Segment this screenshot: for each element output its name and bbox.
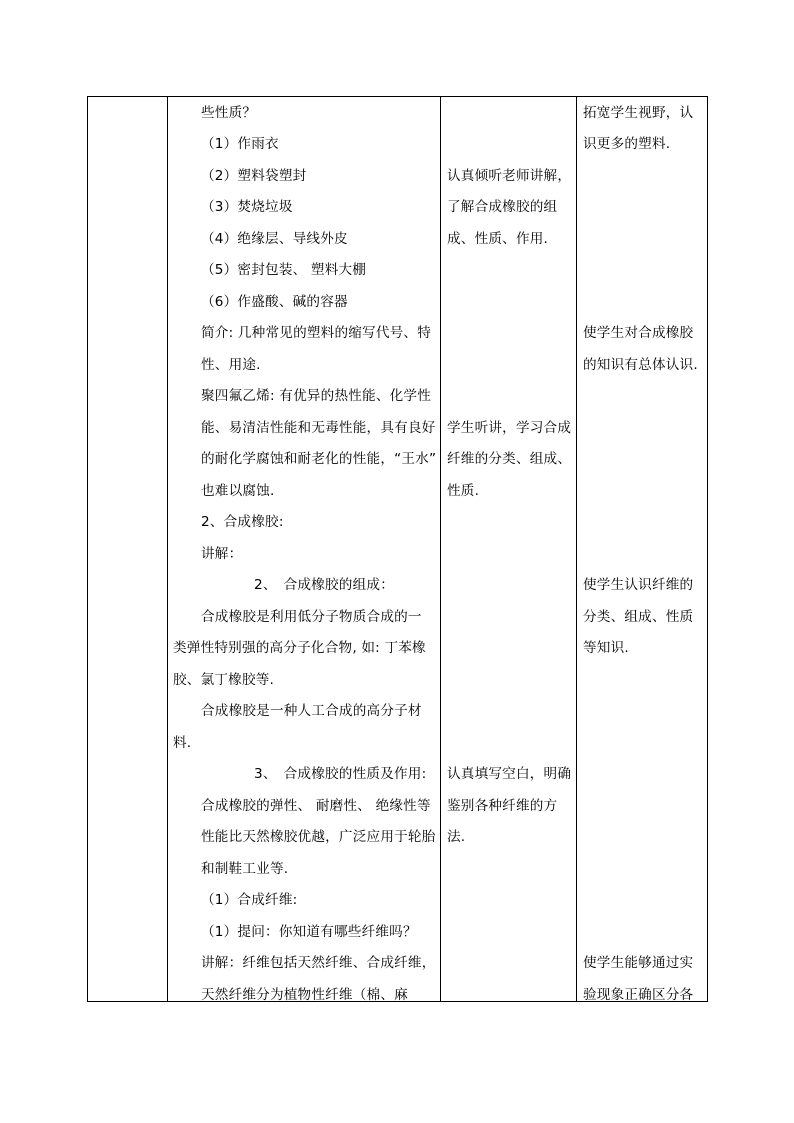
teaching-content-cell [168, 97, 441, 1002]
student-line-4: 学生听讲，学习合成 [447, 420, 572, 436]
lesson-line-5: （4）绝缘层、导线外皮 [201, 231, 348, 247]
lesson-line-28: 讲解：纤维包括天然纤维、合成纤维， [201, 955, 436, 971]
lesson-line-1: 些性质？ [201, 105, 257, 121]
lesson-line-25: 和制鞋工业等. [201, 861, 289, 877]
lesson-line-8: 简介: 几种常见的塑料的缩写代号、特 [201, 325, 431, 341]
intent-line-2: 识更多的塑料. [583, 136, 671, 152]
student-line-8: 鉴别各种纤维的方 [447, 798, 558, 814]
student-line-1: 认真倾听老师讲解， [447, 168, 572, 184]
stage-cell [88, 97, 168, 1002]
intent-line-6: 分类、组成、性质 [583, 609, 694, 625]
lesson-line-16: 2、 合成橡胶的组成： [254, 577, 394, 593]
lesson-line-19: 胶、氯丁橡胶等. [173, 672, 275, 688]
lesson-line-22: 3、 合成橡胶的性质及作用: [254, 766, 427, 782]
intent-line-9: 验现象正确区分各 [583, 987, 694, 1003]
intent-line-7: 等知识. [583, 640, 629, 656]
lesson-line-6: （5）密封包装、 塑料大棚 [201, 262, 367, 278]
lesson-line-18: 类弹性特别强的高分子化合物, 如: 丁苯橡 [173, 640, 426, 656]
intent-line-5: 使学生认识纤维的 [583, 577, 694, 593]
student-line-2: 了解合成橡胶的组 [447, 199, 558, 215]
table-row [88, 97, 708, 1002]
lesson-line-9: 性、用途. [201, 357, 261, 373]
lesson-line-27: （1）提问：你知道有哪些纤维吗？ [201, 924, 417, 940]
lesson-line-24: 性能比天然橡胶优越，广泛应用于轮胎 [201, 829, 436, 845]
student-activity-cell [441, 97, 577, 1002]
lesson-line-26: （1）合成纤维: [201, 892, 298, 908]
lesson-line-15: 讲解： [201, 546, 243, 562]
lesson-line-13: 也难以腐蚀. [201, 483, 275, 499]
intent-line-8: 使学生能够通过实 [583, 955, 694, 971]
lesson-line-2: （1）作雨衣 [201, 136, 279, 152]
lesson-line-10: 聚四氟乙烯: 有优异的热性能、化学性 [201, 388, 431, 404]
lesson-line-12: 的耐化学腐蚀和耐老化的性能，“王水” [201, 451, 437, 467]
student-line-3: 成、性质、作用. [447, 231, 549, 247]
lesson-line-29: 天然纤维分为植物性纤维（棉、麻 [201, 987, 408, 1003]
intent-line-3: 使学生对合成橡胶 [583, 325, 694, 341]
intent-line-4: 的知识有总体认识. [583, 357, 698, 373]
lesson-plan-table [87, 96, 708, 1002]
lesson-line-7: （6）作盛酸、碱的容器 [201, 294, 348, 310]
lesson-line-20: 合成橡胶是一种人工合成的高分子材 [201, 703, 422, 719]
intent-line-1: 拓宽学生视野，认 [583, 105, 694, 121]
student-line-5: 纤维的分类、组成、 [447, 451, 572, 467]
student-line-7: 认真填写空白，明确 [447, 766, 572, 782]
lesson-line-21: 料. [173, 735, 192, 751]
lesson-line-3: （2）塑料袋塑封 [201, 168, 307, 184]
lesson-line-11: 能、易清洁性能和无毒性能，具有良好 [201, 420, 436, 436]
lesson-line-14: 2、合成橡胶: [201, 514, 284, 530]
lesson-line-23: 合成橡胶的弹性、 耐磨性、 绝缘性等 [201, 798, 431, 814]
student-line-6: 性质. [447, 483, 480, 499]
design-intent-cell [577, 97, 708, 1002]
student-line-9: 法. [447, 829, 466, 845]
lesson-line-4: （3）焚烧垃圾 [201, 199, 293, 215]
lesson-line-17: 合成橡胶是利用低分子物质合成的一 [201, 609, 422, 625]
